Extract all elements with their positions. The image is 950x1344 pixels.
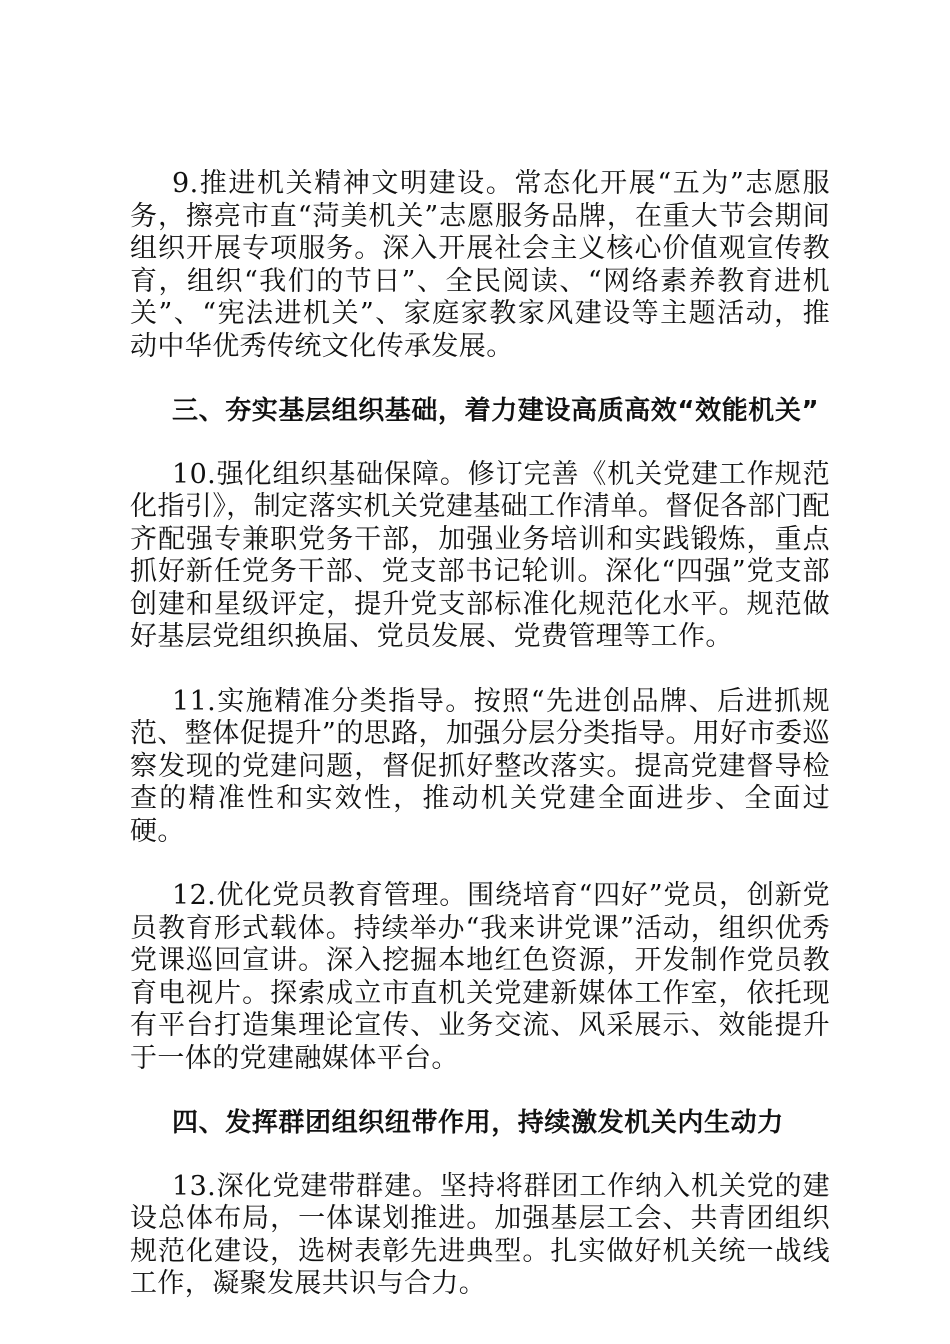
section-heading-3: 三、夯实基层组织基础，着力建设高质高效“效能机关” [172, 396, 820, 426]
section-heading-4: 四、发挥群团组织纽带作用，持续激发机关内生动力 [172, 1108, 784, 1138]
document-body [130, 168, 830, 1333]
paragraph-11: 11.实施精准分类指导。按照“先进创品牌、后进抓规范、整体促提升”的思路，加强分层分类指导。用好市委巡察发现的党建问题，督促抓好整改落实。提高党建督导检查的精准性和实效性，推动机关党建全面进步、全面过硬。 [130, 685, 830, 847]
paragraph-9: 9.推进机关精神文明建设。常态化开展“五为”志愿服务，擦亮市直“菏美机关”志愿服务品牌，在重大节会期间组织开展专项服务。深入开展社会主义核心价值观宣传教育，组织“我们的节日”、全民阅读、“网络素养教育进机关”、“宪法进机关”、家庭家教家风建设等主题活动，推动中华优秀传统文化传承发展。 [130, 168, 830, 362]
paragraph-12: 12.优化党员教育管理。围绕培育“四好”党员，创新党员教育形式载体。持续举办“我来讲党课”活动，组织优秀党课巡回宣讲。深入挖掘本地红色资源，开发制作党员教育电视片。探索成立市直机关党建新媒体工作室，依托现有平台打造集理论宣传、业务交流、风采展示、效能提升于一体的党建融媒体平台。 [130, 880, 830, 1074]
paragraph-13: 13.深化党建带群建。坚持将群团工作纳入机关党的建设总体布局，一体谋划推进。加强基层工会、共青团组织规范化建设，选树表彰先进典型。扎实做好机关统一战线工作，凝聚发展共识与合力。 [130, 1170, 830, 1299]
paragraph-10: 10.强化组织基础保障。修订完善《机关党建工作规范化指引》，制定落实机关党建基础工作清单。督促各部门配齐配强专兼职党务干部，加强业务培训和实践锻炼，重点抓好新任党务干部、党支部书记轮训。深化“四强”党支部创建和星级评定，提升党支部标准化规范化水平。规范做好基层党组织换届、党员发展、党费管理等工作。 [130, 458, 830, 652]
